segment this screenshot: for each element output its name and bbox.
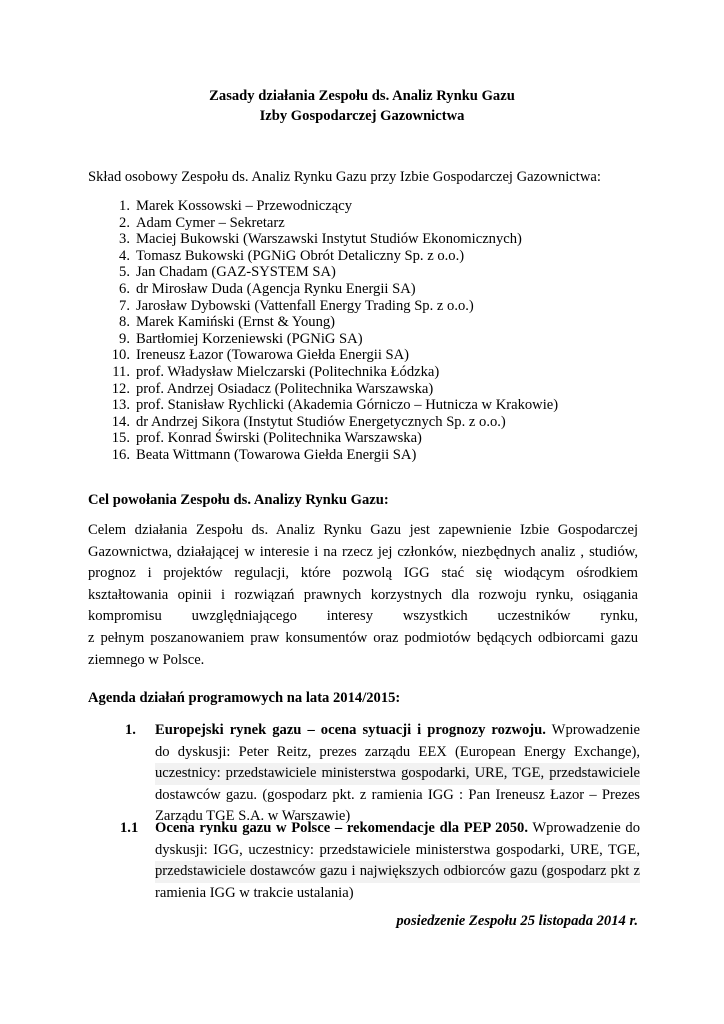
list-item: 5. Jan Chadam (GAZ-SYSTEM SA) bbox=[119, 264, 336, 281]
agenda-item-line: do dyskusji: Peter Reitz, prezes zarządu EEX (European Energy Exchange), bbox=[155, 743, 640, 760]
goal-line: prognoz i projektów regulacji, które pozwolą IGG stać się wiodącym ośrodkiem bbox=[88, 565, 638, 582]
agenda-item-line: przedstawiciele dostawców gazu i największych odbiorców gazu (gospodarz pkt z bbox=[155, 861, 640, 883]
agenda-item-line: ramienia IGG w trakcie ustalania) bbox=[155, 884, 354, 901]
agenda-item-number: 1.1 bbox=[120, 820, 139, 836]
agenda-item-1: 1. Europejski rynek gazu – ocena sytuacji i prognozy rozwoju. Wprowadzenie do dyskusji: Peter Reitz, prezes zarządu EEX (European Energy Exchange), uczestnicy: przedstawiciele ministerstwa gospodarki, URE, TGE, przedstawiciele dostawców gazu. (gospodarz pkt. z ramienia IGG : Pan Ireneusz Łazor – Prezes Zarządu TGE S.A. w Warszawie) bbox=[125, 720, 640, 828]
goal-line: Celem działania Zespołu ds. Analiz Rynku Gazu jest zapewnienie Izbie Gospodarczej bbox=[88, 522, 638, 538]
title-line-2: Izby Gospodarczej Gazownictwa bbox=[259, 108, 465, 124]
list-item: 10. Ireneusz Łazor (Towarowa Giełda Energii SA) bbox=[111, 347, 410, 364]
list-item: 16. Beata Wittmann (Towarowa Giełda Energii SA) bbox=[111, 446, 417, 463]
agenda-item-line: uczestnicy: przedstawiciele ministerstwa gospodarki, URE, TGE, przedstawiciele bbox=[155, 763, 640, 785]
members-list bbox=[100, 198, 558, 464]
list-item: 1. Marek Kossowski – Przewodniczący bbox=[119, 198, 353, 214]
composition-intro: Skład osobowy Zespołu ds. Analiz Rynku Gazu przy Izbie Gospodarczej Gazownictwa: bbox=[88, 169, 601, 185]
list-item: 8. Marek Kamiński (Ernst & Young) bbox=[119, 314, 336, 331]
agenda-item-title: Europejski rynek gazu – ocena sytuacji i prognozy rozwoju. bbox=[155, 722, 546, 738]
list-item: 9. Bartłomiej Korzeniewski (PGNiG SA) bbox=[119, 330, 363, 347]
goal-line: z pełnym poszanowaniem praw konsumentów oraz podmiotów będących odbiorcami gazu bbox=[88, 629, 638, 646]
list-item: 2. Adam Cymer – Sekretarz bbox=[119, 214, 285, 231]
list-item: 14. dr Andrzej Sikora (Instytut Studiów Energetycznych Sp. z o.o.) bbox=[111, 413, 506, 430]
list-item: 13. prof. Stanisław Rychlicki (Akademia Górniczo – Hutnicza w Krakowie) bbox=[111, 397, 559, 414]
agenda-item-line: Zarządu TGE S.A. w Warszawie) bbox=[155, 808, 351, 825]
agenda-item-2: 1.1 Ocena rynku gazu w Polsce – rekomendacje dla PEP 2050. Wprowadzenie do dyskusji: IGG, uczestnicy: przedstawiciele ministerstwa gospodarki, URE, TGE, przedstawiciele dostawców gazu i największych odbiorców gazu (gospodarz pkt z ramienia IGG w trakcie ustalania) bbox=[120, 818, 640, 904]
agenda-item-title: Ocena rynku gazu w Polsce – rekomendacje dla PEP 2050. bbox=[155, 820, 528, 836]
list-item: 3. Maciej Bukowski (Warszawski Instytut Studiów Ekonomicznych) bbox=[119, 231, 522, 248]
list-item: 6. dr Mirosław Duda (Agencja Rynku Energii SA) bbox=[119, 280, 416, 297]
agenda-item-line: dyskusji: IGG, uczestnicy: przedstawiciele ministerstwa gospodarki, URE, TGE, bbox=[155, 841, 640, 858]
list-item: 11. prof. Władysław Mielczarski (Politechnika Łódzka) bbox=[112, 363, 440, 380]
goal-line: kształtowania opinii i rozwiązań prawnych korzystnych dla rozwoju rynku, osiągania bbox=[88, 586, 638, 603]
list-item: 4. Tomasz Bukowski (PGNiG Obrót Detaliczny Sp. z o.o.) bbox=[119, 247, 465, 264]
agenda-heading: Agenda działań programowych na lata 2014/2015: bbox=[88, 690, 401, 706]
title-line-1: Zasady działania Zespołu ds. Analiz Rynku Gazu bbox=[209, 88, 515, 104]
list-item: 12. prof. Andrzej Osiadacz (Politechnika Warszawska) bbox=[111, 380, 434, 397]
goal-line: ziemnego w Polsce. bbox=[88, 651, 205, 668]
goal-line: kompromisu uwzględniającego interesy wszystkich uczestników rynku, bbox=[88, 608, 638, 625]
list-item: 15. prof. Konrad Świrski (Politechnika Warszawska) bbox=[111, 430, 422, 447]
agenda-item-number: 1. bbox=[125, 722, 136, 738]
list-item: 7. Jarosław Dybowski (Vattenfall Energy Trading Sp. z o.o.) bbox=[119, 297, 474, 314]
meeting-date-note: posiedzenie Zespołu 25 listopada 2014 r. bbox=[396, 913, 638, 929]
goal-paragraph bbox=[88, 520, 638, 671]
goal-heading: Cel powołania Zespołu ds. Analizy Rynku Gazu: bbox=[88, 492, 389, 508]
document-title bbox=[0, 86, 724, 126]
agenda-item-line: dostawców gazu. (gospodarz pkt. z ramienia IGG : Pan Ireneusz Łazor – Prezes bbox=[155, 786, 640, 803]
goal-line: Gazownictwa, działającej w interesie i na rzecz jej członków, niezbędnych analiz , studiów, bbox=[88, 543, 638, 560]
